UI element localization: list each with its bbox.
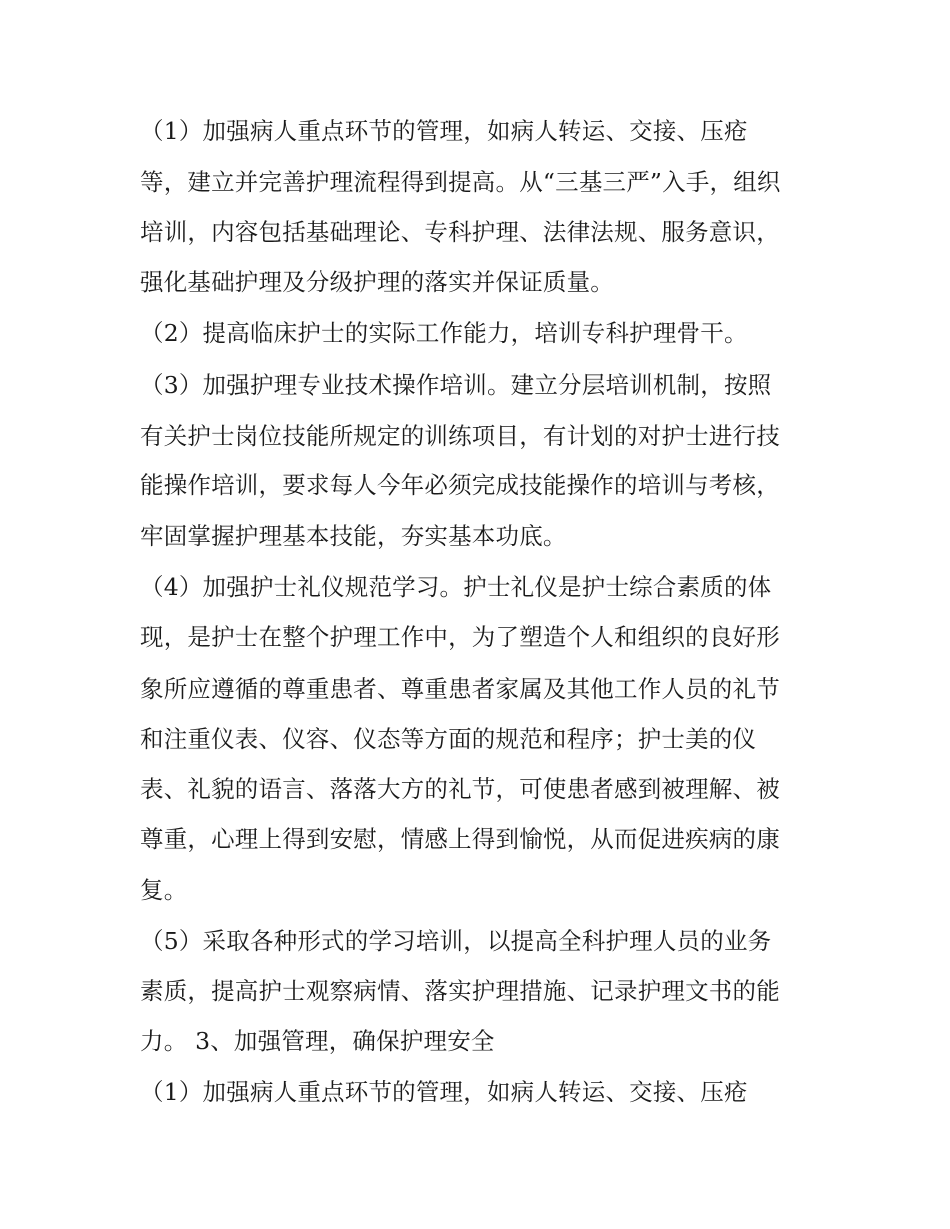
text-line: 素质，提高护士观察病情、落实护理措施、记录护理文书的能	[140, 977, 780, 1005]
text-line: （5）采取各种形式的学习培训，以提高全科护理人员的业务	[140, 927, 772, 955]
text-line: （4）加强护士礼仪规范学习。护士礼仪是护士综合素质的体	[140, 573, 772, 601]
text-line: 力。 3、加强管理，确保护理安全	[140, 1027, 495, 1055]
text-line: 和注重仪表、仪容、仪态等方面的规范和程序；护士美的仪	[140, 725, 757, 753]
text-line: 复。	[140, 876, 188, 904]
text-line: 等，建立并完善护理流程得到提高。从“三基三严”入手，组织	[140, 168, 781, 196]
text-line: 有关护士岗位技能所规定的训练项目，有计划的对护士进行技	[140, 422, 780, 450]
text-line: 象所应遵循的尊重患者、尊重患者家属及其他工作人员的礼节	[140, 675, 780, 703]
text-line: 能操作培训，要求每人今年必须完成技能操作的培训与考核，	[140, 471, 780, 499]
text-line: （1）加强病人重点环节的管理，如病人转运、交接、压疮	[140, 117, 748, 145]
text-line: 强化基础护理及分级护理的落实并保证质量。	[140, 268, 614, 296]
text-line: （2）提高临床护士的实际工作能力，培训专科护理骨干。	[140, 319, 748, 347]
text-line: （3）加强护理专业技术操作培训。建立分层培训机制，按照	[140, 371, 772, 399]
text-line: 培训，内容包括基础理论、专科护理、法律法规、服务意识，	[140, 218, 780, 246]
text-line: 现，是护士在整个护理工作中，为了塑造个人和组织的良好形	[140, 623, 780, 651]
text-line: 表、礼貌的语言、落落大方的礼节，可使患者感到被理解、被	[140, 775, 780, 803]
text-line: 尊重，心理上得到安慰，情感上得到愉悦，从而促进疾病的康	[140, 825, 780, 853]
text-line: （1）加强病人重点环节的管理，如病人转运、交接、压疮	[140, 1078, 748, 1106]
text-line: 牢固掌握护理基本技能，夯实基本功底。	[140, 522, 567, 550]
